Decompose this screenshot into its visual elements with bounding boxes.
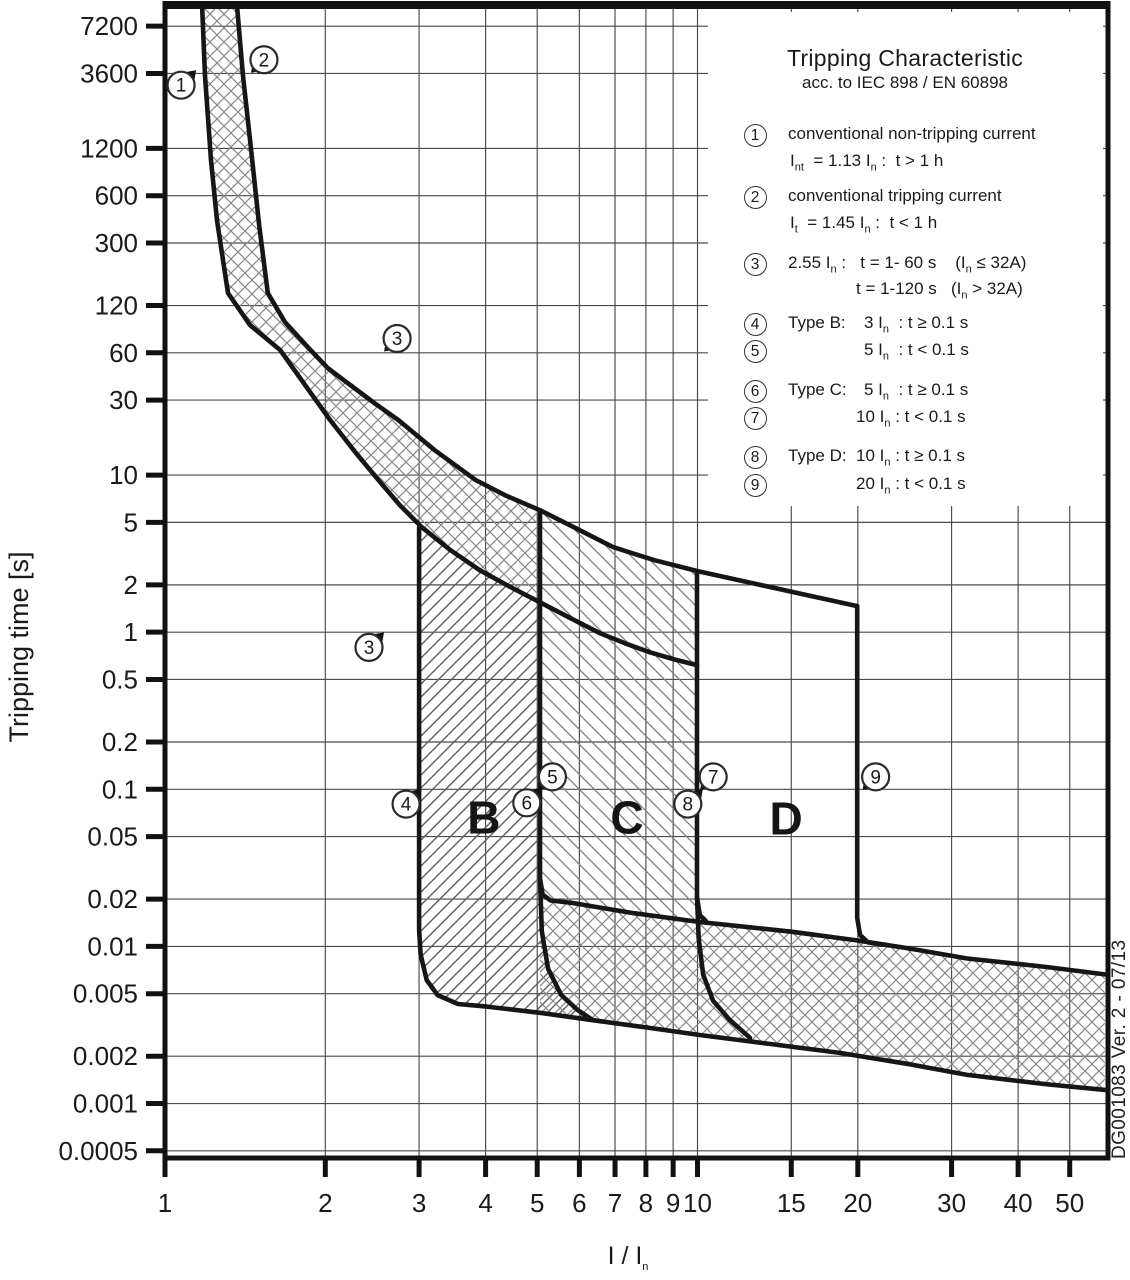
legend-item-number-9: 9: [744, 474, 767, 497]
legend-item-5-formula: 5 $I_n$ : t < 0.1 s: [864, 340, 969, 363]
y-tick-label-3600: 3600: [80, 58, 138, 89]
legend-item-number-2: 2: [744, 186, 767, 209]
y-tick-label-7200: 7200: [80, 11, 138, 42]
legend-item-number-4: 4: [744, 313, 767, 336]
callout-number: 2: [258, 50, 270, 72]
callout-number: 5: [547, 767, 558, 789]
x-tick-label-50: 50: [1055, 1188, 1085, 1218]
legend-item-number-7: 7: [744, 407, 767, 430]
callout-number: 4: [400, 794, 412, 816]
y-tick-label-10: 10: [109, 460, 138, 491]
document-id-vertical: DG001083 Ver. 2 - 07/13: [1109, 939, 1130, 1159]
legend-item-1-text: conventional non-tripping current: [788, 124, 1036, 143]
x-tick-label-1: 1: [157, 1188, 173, 1218]
callout-number: 9: [870, 767, 881, 789]
legend-item-number-3: 3: [744, 253, 767, 276]
callout-1-0: [168, 70, 197, 99]
type-c-region: [540, 510, 706, 922]
callout-6-6: [513, 788, 541, 817]
x-tick-label-8: 8: [638, 1188, 654, 1218]
y-tick-label-0.2: 0.2: [101, 726, 138, 757]
legend-item-7-formula: 10 $I_n$ : t < 0.1 s: [856, 407, 966, 430]
x-tick-label-10: 10: [683, 1188, 712, 1218]
y-tick-label-0.05: 0.05: [87, 821, 138, 852]
y-axis-title: Tripping time [s]: [4, 551, 34, 743]
legend-item-3-text: 2.55 $I_n$ : t = 1- 60 s $(I_n \le 32A)$: [788, 253, 1027, 276]
y-tick-label-300: 300: [94, 227, 138, 258]
subscript: n: [642, 1261, 649, 1273]
callout-number: 8: [682, 794, 694, 816]
zone-label-B: B: [467, 791, 501, 844]
callout-number: 6: [521, 793, 533, 815]
callout-number: 7: [707, 767, 719, 789]
legend-item-8-type-label: Type D:: [788, 446, 847, 465]
x-tick-label-40: 40: [1003, 1188, 1033, 1218]
subscript: n: [884, 484, 891, 497]
legend-item-2-formula: $I_t = 1.45$ $I_n$ : t < 1 h: [790, 213, 938, 236]
chart-subtitle: acc. to IEC 898 / EN 60898: [801, 73, 1008, 92]
subscript: n: [830, 263, 837, 276]
y-tick-label-0.005: 0.005: [72, 978, 138, 1009]
x-tick-label-4: 4: [478, 1188, 493, 1218]
zone-label-C: C: [610, 791, 644, 844]
y-tick-label-0.02: 0.02: [87, 884, 138, 915]
y-tick-label-0.0005: 0.0005: [58, 1135, 138, 1166]
legend-item-9-formula: 20 $I_n$ : t < 0.1 s: [856, 474, 966, 497]
y-tick-label-5: 5: [123, 507, 138, 538]
subscript: n: [884, 417, 891, 430]
y-tick-label-0.5: 0.5: [101, 664, 138, 695]
subscript: n: [882, 390, 890, 403]
subscript: n: [864, 223, 871, 236]
y-tick-label-2: 2: [123, 569, 138, 600]
subscript: n: [882, 350, 890, 363]
callout-5-5: [539, 763, 566, 790]
subscript: nt: [794, 161, 804, 174]
y-tick-label-0.01: 0.01: [87, 931, 138, 962]
x-tick-label-5: 5: [529, 1188, 545, 1218]
callout-3-2: [384, 325, 411, 352]
x-tick-label-30: 30: [937, 1188, 967, 1218]
callout-number: 3: [391, 329, 403, 351]
callout-7-7: [700, 763, 727, 790]
subscript: n: [870, 161, 877, 174]
x-tick-label-9: 9: [665, 1188, 681, 1218]
y-tick-label-120: 120: [94, 290, 138, 321]
x-tick-label-2: 2: [318, 1188, 333, 1218]
chart-title: Tripping Characteristic: [786, 45, 1024, 71]
zone-label-D: D: [769, 792, 803, 845]
subscript: n: [882, 323, 890, 336]
y-tick-label-0.001: 0.001: [72, 1088, 138, 1119]
legend-item-6-type-label: Type C:: [788, 380, 847, 399]
subscript: n: [961, 289, 968, 302]
legend-item-number-6: 6: [744, 380, 767, 403]
x-tick-label-20: 20: [843, 1188, 873, 1218]
legend-item-8-formula: 10 $I_n$ : t ≥ 0.1 s: [856, 446, 966, 469]
legend-item-number-5: 5: [744, 340, 767, 363]
callout-number: 1: [175, 75, 187, 97]
legend-item-1-formula: $I_{nt} = 1.13$ $I_n$ : t > 1 h: [790, 151, 944, 174]
x-tick-label-3: 3: [411, 1188, 427, 1218]
legend-item-number-8: 8: [744, 446, 767, 469]
subscript: n: [965, 263, 972, 276]
legend-item-4-type-label: Type B:: [788, 313, 846, 332]
legend-item-4-formula: 3 $I_n$ : t ≥ 0.1 s: [864, 313, 969, 336]
legend-item-3-formula: t = 1-120 s $(I_n > 32A)$: [856, 279, 1023, 302]
y-tick-label-1200: 1200: [80, 133, 138, 164]
legend-item-2-text: conventional tripping current: [788, 186, 1002, 205]
y-tick-label-600: 600: [94, 180, 138, 211]
legend-item-6-formula: 5 $I_n$ : t ≥ 0.1 s: [864, 380, 969, 403]
y-tick-label-60: 60: [109, 337, 138, 368]
callout-4-4: [393, 789, 422, 817]
x-axis-title: I / $I_n$: [607, 1242, 649, 1273]
y-tick-label-30: 30: [109, 385, 138, 416]
callout-2-1: [250, 46, 277, 73]
y-tick-label-0.002: 0.002: [72, 1041, 138, 1072]
subscript: t: [794, 223, 798, 236]
subscript: n: [884, 456, 891, 469]
y-tick-label-0.1: 0.1: [101, 774, 138, 805]
callout-3-3: [356, 632, 384, 661]
callout-number: 3: [363, 637, 375, 659]
y-tick-label-1: 1: [123, 617, 138, 648]
callout-9-9: [862, 763, 889, 790]
x-tick-label-7: 7: [607, 1188, 623, 1218]
x-tick-label-15: 15: [776, 1188, 806, 1218]
legend-item-number-1: 1: [744, 124, 767, 147]
x-tick-label-6: 6: [572, 1188, 587, 1218]
callout-8-8: [674, 789, 702, 817]
